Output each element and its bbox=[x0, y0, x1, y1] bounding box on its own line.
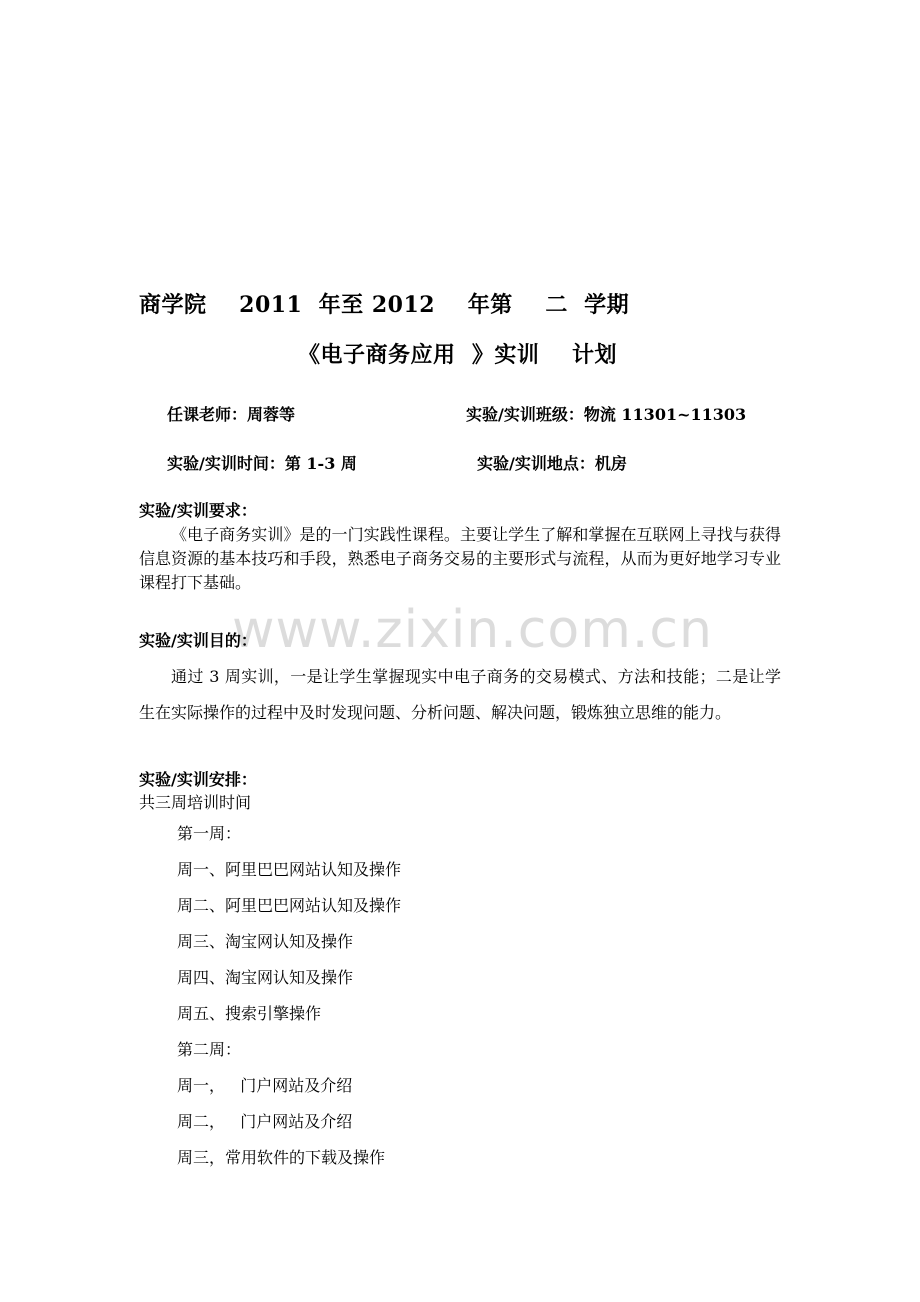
schedule-item: 周一， 门户网站及介绍 bbox=[177, 1076, 353, 1095]
page-title: 商学院 2011 年至 2012 年第 二 学期 bbox=[139, 292, 630, 318]
goals-heading: 实验/实训目的： bbox=[139, 631, 257, 650]
schedule-item: 周四、淘宝网认知及操作 bbox=[177, 968, 354, 987]
arrangement-total: 共三周培训时间 bbox=[139, 793, 252, 812]
goals-paragraph: 通过 3 周实训，一是让学生掌握现实中电子商务的交易模式、方法和技能；二是让学生在实际操作的过程中及时发现问题、分析问题、解决问题，锻炼独立思维的能力。 bbox=[139, 667, 781, 722]
schedule-item: 周一、阿里巴巴网站认知及操作 bbox=[177, 860, 402, 879]
schedule-item: 第一周： bbox=[177, 824, 242, 843]
schedule-item: 周二， 门户网站及介绍 bbox=[177, 1112, 353, 1131]
class-info: 实验/实训班级：物流 11301~11303 bbox=[466, 405, 747, 424]
schedule-item: 周五、搜索引擎操作 bbox=[177, 1004, 322, 1023]
place-info: 实验/实训地点：机房 bbox=[477, 454, 627, 473]
time-info: 实验/实训时间：第 1-3 周 bbox=[167, 454, 357, 473]
page-subtitle: 《电子商务应用 》实训 计划 bbox=[298, 342, 617, 368]
schedule-item: 第二周： bbox=[177, 1040, 242, 1059]
requirements-paragraph: 《电子商务实训》是的一门实践性课程。主要让学生了解和掌握在互联网上寻找与获得信息资源的基本技巧和手段，熟悉电子商务交易的主要形式与流程，从而为更好地学习专业课程打下基础。 bbox=[139, 525, 781, 592]
schedule-item: 周二、阿里巴巴网站认知及操作 bbox=[177, 896, 402, 915]
teacher-info: 任课老师：周蓉等 bbox=[167, 405, 296, 424]
arrangement-heading: 实验/实训安排： bbox=[139, 770, 257, 789]
schedule-item: 周三、淘宝网认知及操作 bbox=[177, 932, 354, 951]
watermark: www.zixin.com.cn bbox=[232, 600, 713, 660]
schedule-item: 周三，常用软件的下载及操作 bbox=[177, 1148, 386, 1167]
requirements-heading: 实验/实训要求： bbox=[139, 501, 257, 520]
